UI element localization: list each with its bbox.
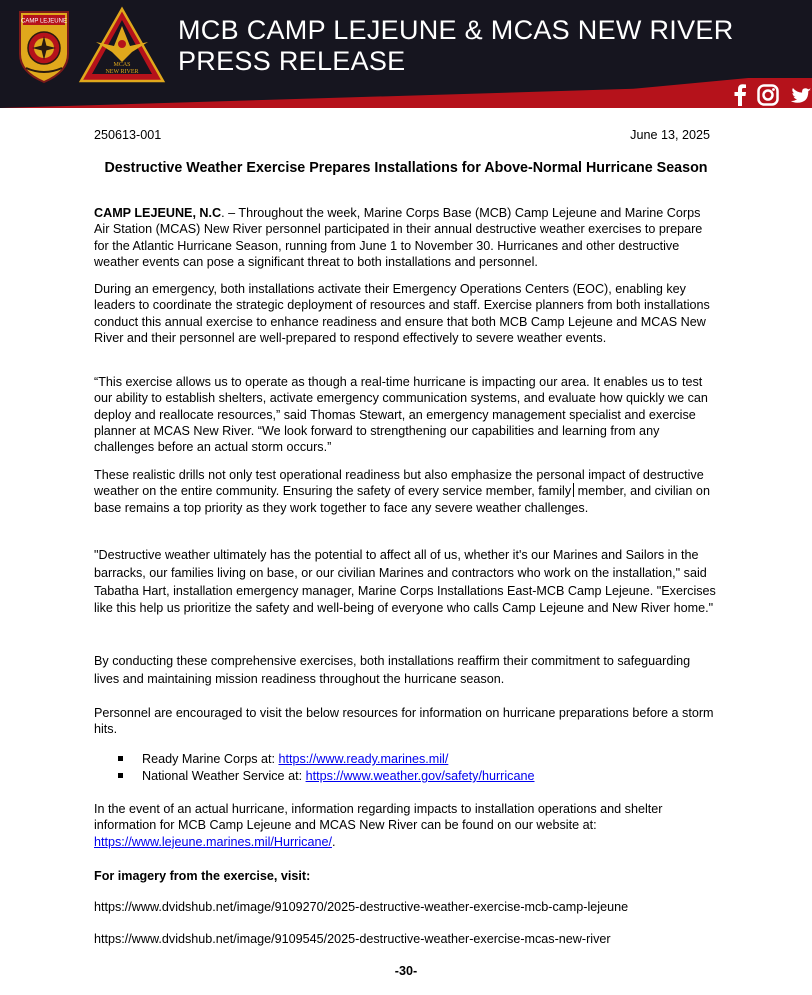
paragraph-8-end: . <box>331 834 336 849</box>
paragraph-7: Personnel are encouraged to visit the below resources for information on hurricane preparations before a storm hits. <box>94 706 714 737</box>
svg-text:CAMP LEJEUNE: CAMP LEJEUNE <box>21 18 67 25</box>
header-title-line-2: PRESS RELEASE <box>178 46 406 76</box>
paragraph-1 <box>94 205 718 270</box>
end-marker: -30- <box>394 964 418 978</box>
lejeune-hurricane-link[interactable]: https://www.lejeune.marines.mil/Hurricane/ <box>94 834 332 849</box>
release-date: June 13, 2025 <box>630 128 710 142</box>
imagery-url-2: https://www.dvidshub.net/image/9109545/2025-destructive-weather-exercise-mcas-new-river <box>94 932 611 946</box>
ready-marines-link[interactable]: https://www.ready.marines.mil/ <box>278 752 449 766</box>
list-item <box>118 751 534 768</box>
resource-label: Ready Marine Corps at: <box>142 752 279 766</box>
resource-list <box>118 751 534 785</box>
paragraph-4 <box>94 467 718 516</box>
twitter-icon[interactable] <box>789 84 812 106</box>
release-headline: Destructive Weather Exercise Prepares Installations for Above-Normal Hurricane Season <box>104 160 708 176</box>
facebook-icon[interactable] <box>733 84 747 106</box>
paragraph-6: By conducting these comprehensive exercises, both installations reaffirm their commitment to safeguarding lives and maintaining mission readiness throughout the hurricane season. <box>94 654 691 686</box>
paragraph-2: During an emergency, both installations activate their Emergency Operations Centers (EOC), enabling key leaders to coordinate the strategic deployment of resources and staff. Exercise planners from both installations conduct this annual exercise to enhance readiness and ensure that both MCB Camp Lejeune and MCAS New River and their personnel are well-prepared to respond effectively to severe weather events. <box>94 282 710 345</box>
paragraph-8 <box>94 801 718 850</box>
header-title-line-1: MCB CAMP LEJEUNE & MCAS NEW RIVER <box>178 15 734 45</box>
list-item <box>118 768 534 785</box>
resource-label: National Weather Service at: <box>142 769 306 783</box>
instagram-icon[interactable] <box>757 84 779 106</box>
paragraph-4-part-2: member, and civilian on base remains a top priority as they work together to face any severe weather challenges. <box>94 484 710 515</box>
camp-lejeune-seal-logo <box>14 6 74 84</box>
dateline: CAMP LEJEUNE, N.C <box>94 206 222 220</box>
weather-gov-link[interactable]: https://www.weather.gov/safety/hurricane <box>305 769 535 783</box>
paragraph-8-text: In the event of an actual hurricane, information regarding impacts to installation operations and shelter information for MCB Camp Lejeune and MCAS New River can be found on our website at: <box>94 802 663 833</box>
svg-text:MCAS: MCAS <box>113 62 131 68</box>
paragraph-1-text: . – Throughout the week, Marine Corps Base (MCB) Camp Lejeune and Marine Corps Air Station (MCAS) New River personnel participated in their annual destructive weather exercises to prepare for the Atlantic Hurricane Season, running from June 1 to November 30. Hurricanes and other destructive weather events can pose a significant threat to both installations and personnel. <box>94 206 703 269</box>
paragraph-4-part-1: These realistic drills not only test operational readiness but also emphasize the personal impact of destructive weather on the entire community. Ensuring the safety of every service member, family <box>94 468 704 499</box>
svg-text:NEW RIVER: NEW RIVER <box>105 69 139 75</box>
mcas-new-river-logo <box>78 6 166 84</box>
imagery-url-1: https://www.dvidshub.net/image/9109270/2025-destructive-weather-exercise-mcb-camp-lejeune <box>94 900 629 914</box>
paragraph-3: “This exercise allows us to operate as though a real-time hurricane is impacting our area. It enables us to test our ability to establish shelters, activate emergency communication systems, and evaluate how quickly we can deploy and reallocate resources,” said Thomas Stewart, an emergency management specialist and exercise planner at MCAS New River. “We look forward to strengthening our capabilities and learning from any challenges before an actual storm occurs.” <box>94 375 708 455</box>
bullet-icon <box>118 773 123 778</box>
imagery-heading: For imagery from the exercise, visit: <box>94 869 311 883</box>
text-cursor <box>573 483 574 497</box>
press-header <box>0 0 812 108</box>
bullet-icon <box>118 756 123 761</box>
release-number: 250613-001 <box>94 128 162 142</box>
paragraph-5: "Destructive weather ultimately has the potential to affect all of us, whether it's our Marines and Sailors in the barracks, our families living on base, or our civilian Marines and contractors who work on the installation," said Tabatha Hart, installation emergency manager, Marine Corps Installations East-MCB Camp Lejeune. "Exercises like this help us prioritize the safety and well-being of everyone who calls Camp Lejeune and New River home." <box>94 548 716 616</box>
